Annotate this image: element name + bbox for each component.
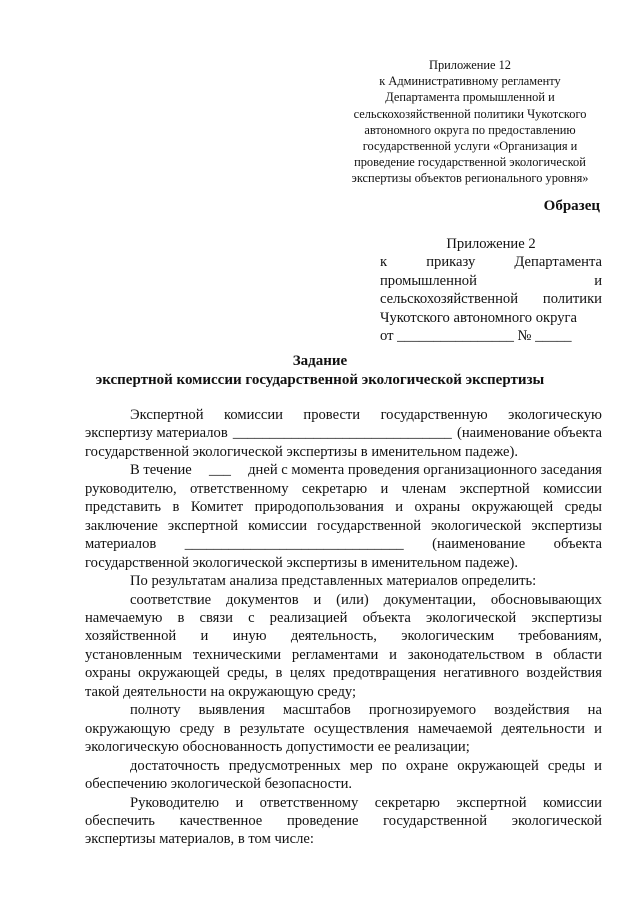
appendix-header [330,57,610,187]
word: приказу [426,254,476,271]
word: в [223,720,231,737]
order-line: Чукотского автономного округа [380,309,577,326]
order-line: Приложение 2 [446,236,536,252]
word: экспертизу материалов [85,425,228,442]
word: членам [401,480,447,497]
word: экспертной [167,517,239,534]
word: государственной [383,812,488,829]
word: и [594,720,602,737]
word: секретарю [374,794,440,811]
word: государственную [380,407,488,423]
word: материалов [85,536,157,553]
word: и [594,757,602,774]
body-line: государственной экологической экспертизы в именительном падеже). [85,554,519,571]
word: обосновывающих [490,591,602,608]
appendix-header-line: Департамента промышленной и [385,90,555,105]
body-line [85,498,602,516]
word: и [200,628,209,645]
word: и [389,646,397,663]
word: охраны [85,665,131,682]
word: области [553,646,602,663]
body-line [85,794,602,812]
word: природопользования [254,499,384,516]
word: Комитет [190,499,244,516]
word: мер [349,757,373,774]
word: обеспечить [85,812,155,829]
word: намечаемой [417,720,493,737]
word: и [313,591,322,608]
body-line [85,424,602,442]
word: (наименование объекта [456,425,602,442]
word: дней с момента проведения организационного заседания [248,462,602,479]
word: экспертизы [531,517,602,534]
body-line: экспертизы материалов, в том числе: [85,831,314,848]
word: экологической [511,812,602,829]
word: Экспертной [130,407,204,423]
word: в [172,499,180,516]
word: промышленной [380,272,477,289]
word: техническими [192,646,282,663]
word: (наименование [432,536,526,553]
word: окружающей [471,499,554,516]
word: объекта [362,609,411,626]
appendix-header-line: государственной услуги «Организация и [362,139,578,154]
word: экологической [431,517,522,534]
word: экологической [426,609,517,626]
word: в [535,646,543,663]
word: качественное [179,812,263,829]
word: прогнозируемого [368,702,477,719]
order-line [380,253,602,271]
word: ______________________________ [232,425,452,442]
appendix-header-line: автономного округа по предоставлению [364,122,576,137]
body-line [85,609,602,627]
body-line: такой деятельности на окружающую среду; [85,683,357,700]
body-line [85,461,602,479]
word: комиссии [248,517,308,534]
word: целях [289,665,326,682]
word: среду [179,720,215,737]
word: в [275,665,283,682]
word: комиссии [542,480,602,497]
word: политики [542,291,602,308]
order-date-number-line: от ________________ № _____ [380,328,572,345]
word: к [380,254,388,271]
order-reference-block [380,235,602,345]
word: результате [239,720,305,737]
word: достаточность [130,757,220,774]
word: охране [405,757,449,774]
word: ______________________________ [184,536,404,553]
word: экологическую [508,407,602,423]
order-line [380,290,602,308]
word: Департамента [514,254,602,271]
word: ___ [209,462,231,479]
word: среды [547,757,586,774]
word: руководителю, [85,480,177,497]
document-title [0,352,640,390]
body-line [85,591,602,609]
body-line: государственной экологической экспертизы в именительном падеже). [85,443,519,460]
word: негативного [443,665,519,682]
appendix-header-line: сельскохозяйственной политики Чукотского [353,106,587,121]
word: по [381,757,397,774]
word: ответственному [189,480,289,497]
body-line [85,701,602,719]
word: воздействия [494,702,570,719]
word: среды [564,499,602,516]
word: провести [303,407,361,423]
word: представить [85,499,162,516]
word: выявления [198,702,265,719]
body-line [85,812,602,830]
word: предотвращения [332,665,436,682]
word: экспертизы [531,609,602,626]
word: Руководителю [130,794,220,811]
body-line [85,720,602,738]
body-line [85,535,602,553]
word: в [177,609,185,626]
word: полноту [130,702,181,719]
word: и [395,499,404,516]
word: деятельности [501,720,585,737]
appendix-header-line: экспертизы объектов регионального уровня» [351,171,589,186]
word: хозяйственной [85,628,177,645]
word: на [587,702,602,719]
word: заключение [85,517,158,534]
word: предусмотренных [228,757,341,774]
body-line [85,664,602,682]
body-line [85,627,602,645]
body-line [85,406,602,424]
word: сельскохозяйственной [380,291,519,308]
word: регламентами [291,646,379,663]
word: экологическим [401,628,495,645]
word: соответствие [130,591,212,608]
body-line [85,646,602,664]
word: проведение [286,812,359,829]
body-line [85,480,602,498]
word: реализацией [269,609,348,626]
word: иную [232,628,267,645]
word: комиссии [542,794,602,811]
word: комиссии [223,407,283,423]
word: и [380,480,389,497]
word: воздействия [526,665,602,682]
word: (или) [336,591,369,608]
body-line [85,517,602,535]
word: среды, [227,665,269,682]
appendix-header-line: к Административному регламенту [379,74,561,89]
sample-label: Образец [543,198,600,214]
word: окружающую [85,720,171,737]
word: охраны [414,499,461,516]
word: осуществления [313,720,409,737]
word: связи [199,609,233,626]
body-line: обеспечению экологической безопасности. [85,776,353,793]
word: экспертной [459,480,530,497]
body-line: По результатам анализа представленных материалов определить: [130,573,537,590]
word: окружающей [138,665,220,682]
word: с [248,609,255,626]
word: масштабов [282,702,351,719]
word: требованиям, [518,628,602,645]
body-line: экологическую обоснованность допустимости ее реализации; [85,739,470,756]
body-line [85,757,602,775]
word: и [594,272,602,289]
word: государственной [317,517,422,534]
word: законодательством [407,646,525,663]
title-line: экспертной комиссии государственной экологической экспертизы [95,372,545,388]
appendix-header-line: Приложение 12 [429,58,511,72]
document-body [85,406,602,849]
word: окружающей [457,757,539,774]
word: ответственному [259,794,359,811]
word: экспертной [456,794,527,811]
word: установленным [85,646,183,663]
word: и [235,794,244,811]
word: документации, [383,591,476,608]
word: документов [226,591,299,608]
word: намечаемую [85,609,163,626]
word: деятельность, [290,628,377,645]
word: В течение [130,462,192,479]
word: секретарю [301,480,368,497]
appendix-header-line: проведение государственной экологической [354,155,586,170]
word: объекта [553,536,602,553]
title-line: Задание [292,353,348,369]
order-line [380,272,602,290]
